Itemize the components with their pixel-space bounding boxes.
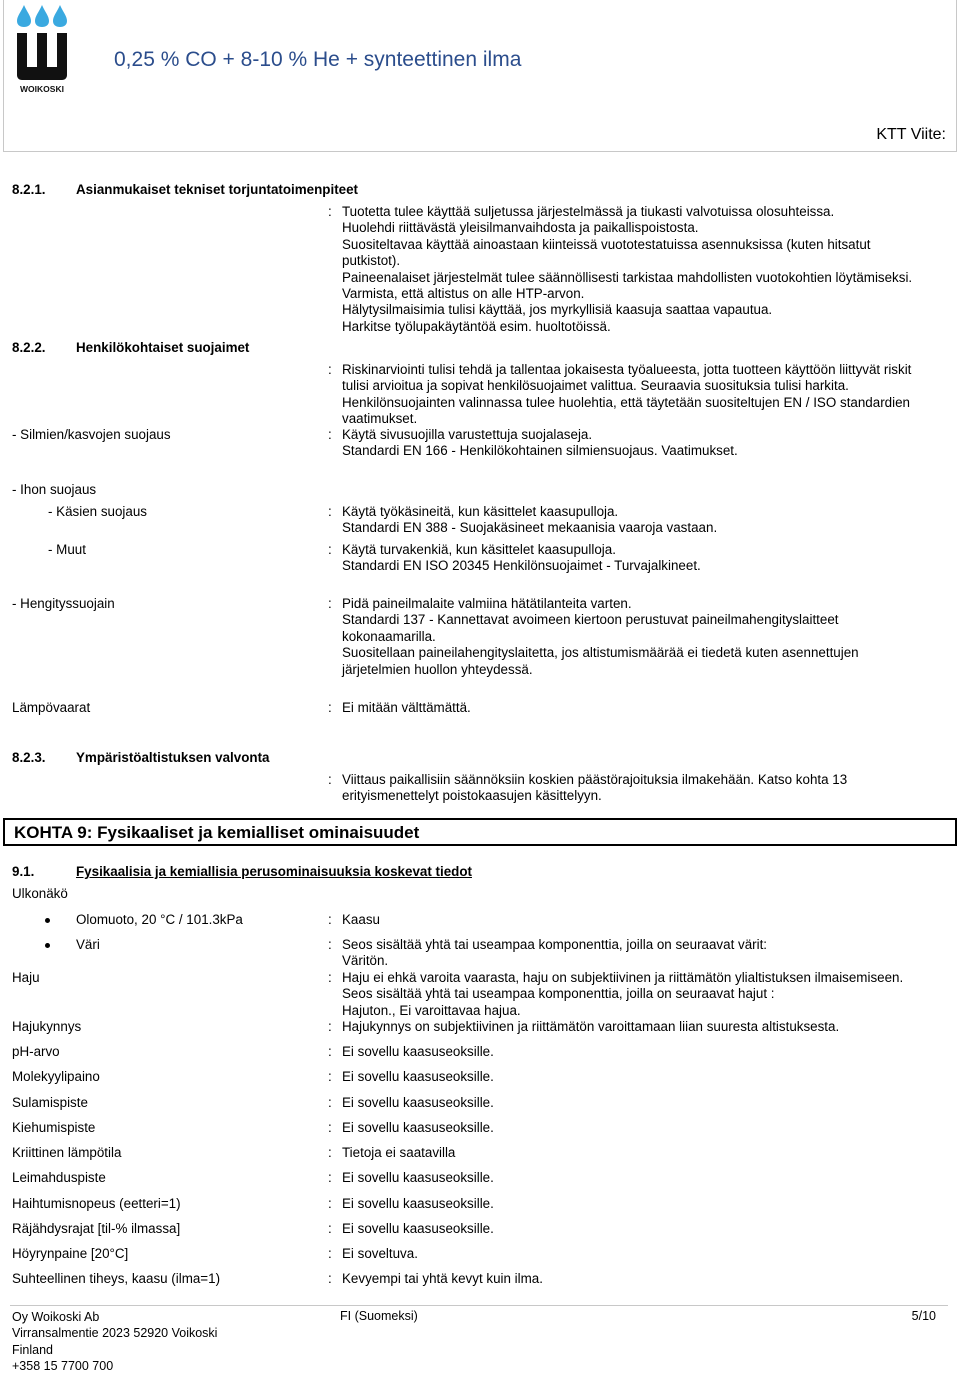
color-label: Väri xyxy=(76,937,100,952)
colon: : xyxy=(328,1145,332,1160)
colon: : xyxy=(328,912,332,927)
colon: : xyxy=(328,1196,332,1211)
property-value: Kevyempi tai yhtä kevyt kuin ilma. xyxy=(342,1271,543,1286)
property-value: Ei sovellu kaasuseoksille. xyxy=(342,1095,494,1110)
footer-language: FI (Suomeksi) xyxy=(340,1309,418,1323)
logo-text: WOIKOSKI xyxy=(20,84,64,94)
other-protection-text: Käytä turvakenkiä, kun käsittelet kaasupulloja. Standardi EN ISO 20345 Henkilönsuojaimet - Turvajalkineet. xyxy=(342,542,701,574)
colon: : xyxy=(328,1120,332,1135)
property-label: Sulamispiste xyxy=(12,1095,88,1110)
appearance-label: Ulkonäkö xyxy=(12,886,68,901)
section-number-8-2-1: 8.2.1. xyxy=(12,182,46,197)
section-number-9-1: 9.1. xyxy=(12,864,35,879)
odour-label: Haju xyxy=(12,970,40,985)
physical-state-label: Olomuoto, 20 °C / 101.3kPa xyxy=(76,912,243,927)
property-label: Höyrynpaine [20°C] xyxy=(12,1246,129,1261)
colon: : xyxy=(328,1019,332,1034)
footer-company: Oy Woikoski Ab xyxy=(12,1310,100,1324)
physical-state-value: Kaasu xyxy=(342,912,380,927)
property-value: Hajukynnys on subjektiivinen ja riittämätön varoittamaan liian suuresta altistuksesta. xyxy=(342,1019,840,1034)
engineering-controls-text: Tuotetta tulee käyttää suljetussa järjestelmässä ja tiukasti valvotuissa olosuhteissa. Huolehdi riittävästä yleisilmanvaihdosta ja paikallispoistosta. Suositeltavaa käyttää ainoastaan kiinteissä vuototestatuissa asennuksissa (kuten hitsatut putkistot). Paineenalaiset järjestelmät tulee säännöllisesti tarkistaa mahdollisten vuotokohtien löytämiseksi. Varmista, että altistus on alle HTP-arvon. Hälytysilmaisimia tulisi käyttää, jos myrkyllisiä kaasuja saattaa vapautua. Harkitse työlupakäytäntöä esim. huoltotöissä. xyxy=(342,204,913,334)
colon: : xyxy=(328,427,332,442)
header xyxy=(3,0,957,152)
property-label: Kriittinen lämpötila xyxy=(12,1145,122,1160)
colon: : xyxy=(328,542,332,557)
color-value: Seos sisältää yhtä tai useampaa komponenttia, joilla on seuraavat värit: Väritön. xyxy=(342,937,768,969)
property-value: Ei sovellu kaasuseoksille. xyxy=(342,1120,494,1135)
property-value: Ei sovellu kaasuseoksille. xyxy=(342,1044,494,1059)
property-value: Ei sovellu kaasuseoksille. xyxy=(342,1221,494,1236)
section-title-8-2-2: Henkilökohtaiset suojaimet xyxy=(76,340,250,355)
colon: : xyxy=(328,700,332,715)
colon: : xyxy=(328,1170,332,1185)
property-label: Räjähdysrajat [til-% ilmassa] xyxy=(12,1221,181,1236)
colon: : xyxy=(328,1246,332,1261)
respiratory-protection-label: - Hengityssuojain xyxy=(12,596,115,611)
colon: : xyxy=(328,1069,332,1084)
section-number-8-2-2: 8.2.2. xyxy=(12,340,46,355)
woikoski-logo xyxy=(14,3,70,95)
footer-country: Finland xyxy=(12,1342,53,1357)
colon: : xyxy=(328,1044,332,1059)
footer-phone: +358 15 7700 700 xyxy=(12,1359,114,1374)
hand-protection-label: - Käsien suojaus xyxy=(48,504,147,519)
property-label: Haihtumisnopeus (eetteri=1) xyxy=(12,1196,181,1211)
document-title: 0,25 % CO + 8-10 % He + synteettinen ilma xyxy=(114,48,522,71)
colon: : xyxy=(328,772,332,787)
hand-protection-text: Käytä työkäsineitä, kun käsittelet kaasupulloja. Standardi EN 388 - Suojakäsineet mekaanisia vaaroja vastaan. xyxy=(342,504,718,536)
colon: : xyxy=(328,970,332,985)
environmental-exposure-text: Viittaus paikallisiin säännöksiin koskien päästörajoituksia ilmakehään. Katso kohta 13 erityismenettelyt poistokaasujen käsittelyyn. xyxy=(342,772,848,804)
section-title-8-2-3: Ympäristöaltistuksen valvonta xyxy=(76,750,270,765)
ppe-intro-text: Riskinarviointi tulisi tehdä ja tallentaa jokaisesta työalueesta, jotta tuotteen käyttöön liittyvät riskit tulisi arvioitua ja sopivat henkilösuojaimet valittua. Seuraavia suosituksia tulisi harkita. Henkilönsuojainten valinnassa tulee huolehtia, että täytetään suositeltujen EN / ISO standardien vaatimukset. xyxy=(342,362,912,427)
property-label: Hajukynnys xyxy=(12,1019,82,1034)
bullet-icon xyxy=(45,918,50,923)
section-title-8-2-1: Asianmukaiset tekniset torjuntatoimenpiteet xyxy=(76,182,359,197)
section-9-heading: KOHTA 9: Fysikaaliset ja kemialliset ominaisuudet xyxy=(14,823,420,842)
colon: : xyxy=(328,1095,332,1110)
section-9-heading-box xyxy=(3,818,957,846)
thermal-hazards-text: Ei mitään välttämättä. xyxy=(342,700,471,715)
eye-protection-label: - Silmien/kasvojen suojaus xyxy=(12,427,171,442)
thermal-hazards-label: Lämpövaarat xyxy=(12,700,91,715)
colon: : xyxy=(328,1221,332,1236)
eye-protection-text: Käytä sivusuojilla varustettuja suojalaseja. Standardi EN 166 - Henkilökohtainen silmiensuojaus. Vaatimukset. xyxy=(342,427,738,459)
property-label: Kiehumispiste xyxy=(12,1120,96,1135)
colon: : xyxy=(328,362,332,377)
property-value: Ei sovellu kaasuseoksille. xyxy=(342,1196,494,1211)
colon: : xyxy=(328,1271,332,1286)
property-label: Leimahduspiste xyxy=(12,1170,106,1185)
colon: : xyxy=(328,937,332,952)
section-number-8-2-3: 8.2.3. xyxy=(12,750,46,765)
property-label: pH-arvo xyxy=(12,1044,60,1059)
footer-divider xyxy=(10,1305,948,1306)
footer-page-number: 5/10 xyxy=(911,1309,936,1323)
odour-value: Haju ei ehkä varoita vaarasta, haju on subjektiivinen ja riittämätön ylialtistuksen ilmaisemiseen. Seos sisältää yhtä tai useampaa komponenttia, joilla on seuraavat hajut : Hajuton., Ei varoittavaa hajua. xyxy=(342,970,904,1018)
colon: : xyxy=(328,504,332,519)
footer-street: Virransalmentie 2023 52920 Voikoski xyxy=(12,1326,218,1341)
property-value: Ei sovellu kaasuseoksille. xyxy=(342,1170,494,1185)
property-value: Ei sovellu kaasuseoksille. xyxy=(342,1069,494,1084)
colon: : xyxy=(328,596,332,611)
reference-label: KTT Viite: xyxy=(876,126,946,143)
property-label: Molekyylipaino xyxy=(12,1069,100,1084)
property-label: Suhteellinen tiheys, kaasu (ilma=1) xyxy=(12,1271,221,1286)
section-title-9-1: Fysikaalisia ja kemiallisia perusominaisuuksia koskevat tiedot xyxy=(76,864,472,879)
bullet-icon xyxy=(45,943,50,948)
footer-address xyxy=(12,1309,217,1375)
skin-protection-label: - Ihon suojaus xyxy=(12,482,97,497)
colon: : xyxy=(328,204,332,219)
property-value: Ei soveltuva. xyxy=(342,1246,418,1261)
property-value: Tietoja ei saatavilla xyxy=(342,1145,456,1160)
respiratory-protection-text: Pidä paineilmalaite valmiina hätätilanteita varten. Standardi 137 - Kannettavat avoimeen kiertoon perustuvat paineilmahengityslaitteet kokonaamarilla. Suositellaan paineilahengityslaitetta, jos altistumismäärää ei tiedetä kuten asennettujen järjetelmien huollon yhteydessä. xyxy=(342,596,859,677)
other-protection-label: - Muut xyxy=(48,542,86,557)
